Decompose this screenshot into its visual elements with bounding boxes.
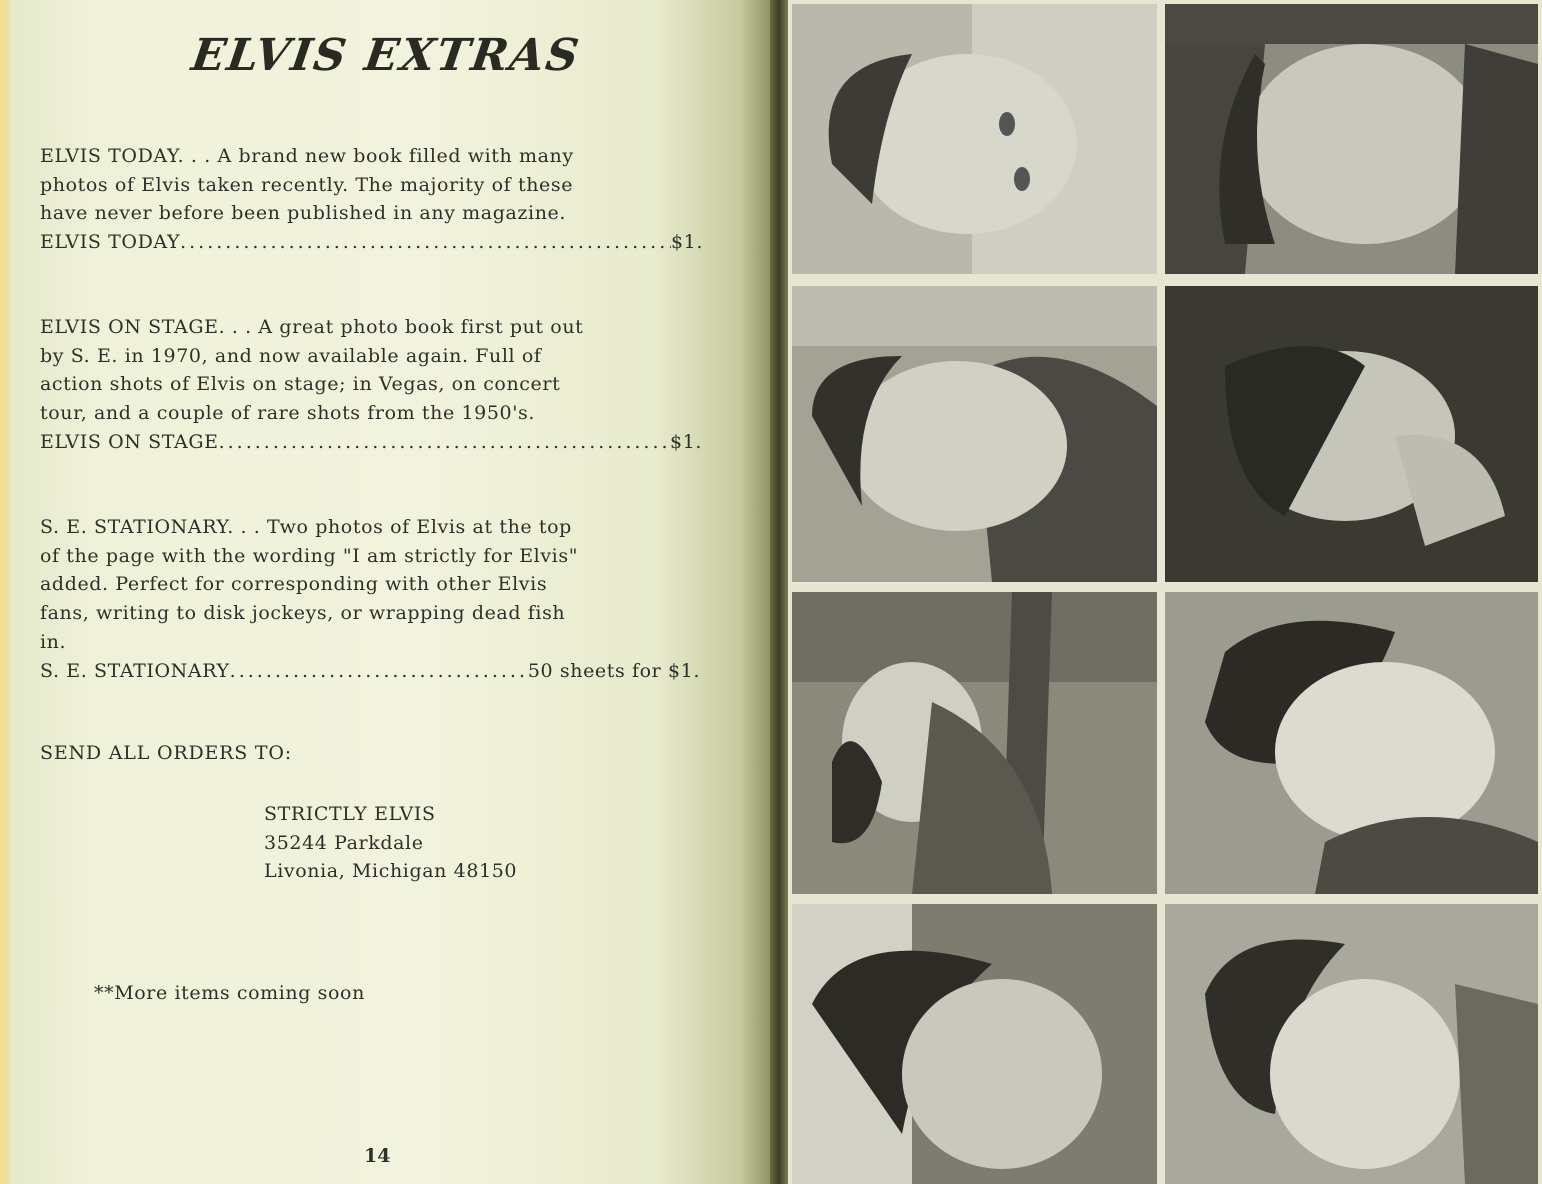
product-entry-se-stationary <box>40 513 700 685</box>
photo-portrait-4 <box>1165 286 1538 582</box>
price-line <box>40 428 702 457</box>
description-line: have never before been published in any magazine. <box>40 202 567 225</box>
price-item-name: S. E. STATIONARY <box>40 659 230 682</box>
portrait-graphic <box>1165 4 1538 274</box>
mailing-address <box>264 800 517 886</box>
description-line: added. Perfect for corresponding with other Elvis <box>40 573 548 596</box>
photo-portrait-6 <box>1165 592 1538 894</box>
description-line: in. <box>40 630 67 653</box>
photo-portrait-7 <box>792 904 1157 1184</box>
page-number: 14 <box>364 1145 391 1167</box>
description-line: S. E. STATIONARY. . . Two photos of Elvis at the top <box>40 516 572 538</box>
product-entry-elvis-today <box>40 142 703 257</box>
price-value: 50 sheets for $1. <box>527 659 700 682</box>
photo-portrait-3 <box>792 286 1157 582</box>
photo-portrait-8 <box>1165 904 1538 1184</box>
more-items-note: **More items coming soon <box>94 982 365 1004</box>
photo-portrait-1 <box>792 4 1157 274</box>
price-line <box>40 657 700 686</box>
dot-leader <box>180 228 671 257</box>
portrait-graphic <box>1165 592 1538 894</box>
portrait-graphic <box>792 592 1157 894</box>
address-line: Livonia, Michigan 48150 <box>264 860 518 882</box>
price-item-name: ELVIS ON STAGE <box>40 430 219 453</box>
book-gutter <box>770 0 788 1184</box>
photo-portrait-5 <box>792 592 1157 894</box>
address-line: STRICTLY ELVIS <box>264 803 436 825</box>
photo-portrait-2 <box>1165 4 1538 274</box>
dot-leader <box>219 428 670 457</box>
price-line <box>40 228 703 257</box>
price-value: $1. <box>670 231 703 254</box>
photo-page <box>788 0 1542 1184</box>
product-entry-elvis-on-stage <box>40 313 702 457</box>
portrait-graphic <box>792 904 1157 1184</box>
portrait-graphic <box>792 286 1157 582</box>
price-item-name: ELVIS TODAY <box>40 231 181 254</box>
description-line: tour, and a couple of rare shots from the 1950's. <box>40 402 536 425</box>
price-value: $1. <box>669 430 702 453</box>
portrait-graphic <box>1165 904 1538 1184</box>
description-line: action shots of Elvis on stage; in Vegas, on concert <box>40 373 561 396</box>
portrait-graphic <box>1165 286 1538 582</box>
address-line: 35244 Parkdale <box>264 831 424 854</box>
orders-heading: SEND ALL ORDERS TO: <box>40 742 292 764</box>
description-line: of the page with the wording "I am strictly for Elvis" <box>40 544 579 567</box>
description-line: ELVIS TODAY. . . A brand new book filled with many <box>40 145 574 167</box>
description-line: by S. E. in 1970, and now available again. Full of <box>40 344 542 367</box>
description-line: fans, writing to disk jockeys, or wrapping dead fish <box>40 602 566 625</box>
description-line: photos of Elvis taken recently. The majority of these <box>40 173 574 196</box>
description-line: ELVIS ON STAGE. . . A great photo book first put out <box>40 316 584 338</box>
text-page <box>0 0 770 1184</box>
dot-leader <box>230 657 528 686</box>
page-title: ELVIS EXTRAS <box>188 30 584 81</box>
portrait-graphic <box>792 4 1157 274</box>
